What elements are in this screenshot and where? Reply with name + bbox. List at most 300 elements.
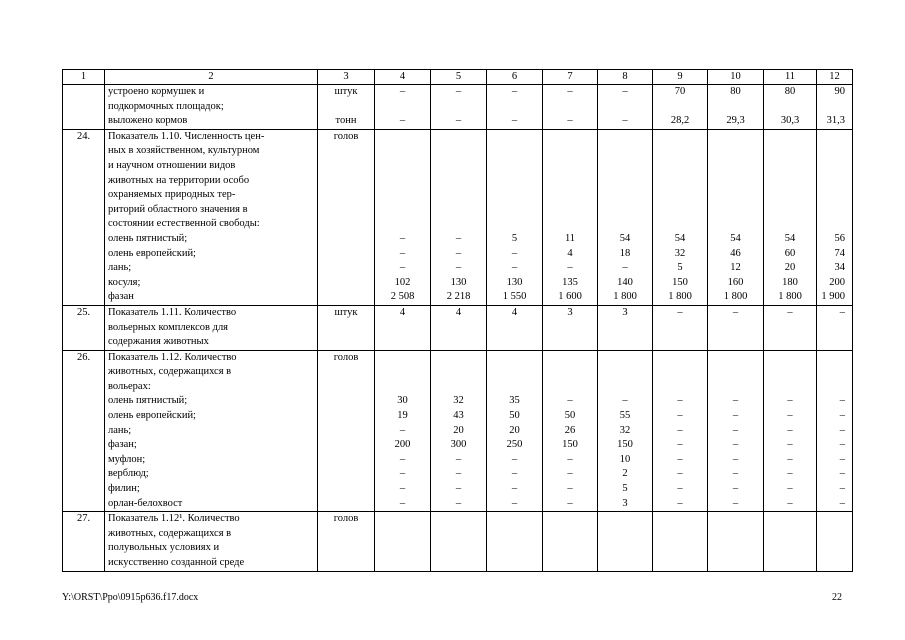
table-row [63, 85, 853, 130]
cell-line [598, 217, 652, 232]
cell-line: 4 [511, 306, 518, 318]
cell-line: 50 [564, 410, 576, 422]
cell-line: 10 [619, 453, 631, 465]
cell-line: – [677, 395, 683, 407]
cell-line: – [399, 483, 406, 495]
cell-line: 26 [564, 424, 576, 436]
cell-line: – [732, 483, 739, 495]
value-year-8 [598, 512, 653, 571]
cell-line: – [787, 306, 793, 318]
cell-line [598, 188, 652, 203]
cell-line: 1 800 [723, 291, 748, 303]
cell-line: орлан-белохвост [108, 497, 183, 509]
cell-line [543, 351, 597, 366]
unit-cell [318, 350, 375, 512]
cell-line [375, 351, 430, 366]
cell-line: – [732, 410, 739, 422]
unit-cell [318, 85, 375, 130]
cell-line [817, 144, 845, 159]
cell-line: 20 [784, 262, 796, 274]
row-number: 27. [63, 512, 105, 571]
cell-line [431, 188, 486, 203]
value-year-11 [764, 129, 817, 305]
cell-line: 5 [677, 262, 683, 274]
cell-line [543, 174, 597, 189]
cell-line [708, 203, 763, 218]
cell-line: Показатель 1.12. Количество [108, 351, 237, 363]
column-number-4: 4 [375, 70, 431, 85]
cell-line [487, 203, 542, 218]
column-number-row [63, 70, 853, 85]
cell-line: – [399, 468, 406, 480]
cell-line: 180 [782, 276, 798, 288]
value-year-7 [543, 85, 598, 130]
cell-line: 30,3 [780, 115, 800, 127]
value-year-10 [708, 350, 764, 512]
cell-line: голов [333, 513, 359, 525]
value-year-6 [487, 85, 543, 130]
cell-line [431, 174, 486, 189]
cell-line: филин; [108, 483, 140, 495]
cell-line: 50 [509, 410, 520, 422]
value-year-7 [543, 129, 598, 305]
cell-line: 250 [506, 439, 523, 451]
cell-line: – [399, 115, 406, 127]
cell-line [708, 188, 763, 203]
cell-line [817, 100, 845, 115]
value-year-12 [817, 512, 853, 571]
cell-line [764, 100, 816, 115]
cell-line [598, 174, 652, 189]
cell-line [487, 351, 542, 366]
cell-line: фазан; [108, 439, 137, 451]
cell-line [487, 188, 542, 203]
cell-line: 5 [511, 232, 518, 244]
cell-line: – [399, 232, 406, 244]
cell-line: 18 [619, 247, 631, 259]
cell-line [653, 130, 707, 145]
cell-line: – [567, 115, 573, 127]
value-year-11 [764, 512, 817, 571]
cell-line: – [839, 410, 845, 422]
cell-line [375, 365, 430, 380]
cell-line [375, 203, 430, 218]
cell-line: – [787, 497, 793, 509]
cell-line: – [455, 115, 462, 127]
cell-line: – [732, 439, 739, 451]
cell-line: – [677, 453, 683, 465]
cell-line [487, 174, 542, 189]
cell-line: – [732, 468, 739, 480]
cell-line: олень европейский; [108, 247, 196, 259]
cell-line: 30 [397, 395, 408, 407]
cell-line: содержания животных [108, 336, 209, 348]
cell-line: тонн [335, 115, 357, 127]
cell-line [653, 217, 707, 232]
cell-line [543, 512, 597, 527]
cell-line [431, 365, 486, 380]
cell-line: верблюд; [108, 468, 149, 480]
cell-line: 80 [784, 86, 796, 97]
cell-line [598, 100, 652, 115]
row-number: 25. [63, 305, 105, 350]
cell-line [318, 100, 374, 115]
cell-line: 12 [730, 262, 741, 274]
cell-line [543, 159, 597, 174]
cell-line [764, 188, 816, 203]
value-year-6 [487, 129, 543, 305]
cell-line: 1 800 [668, 291, 692, 303]
cell-line: 150 [617, 439, 633, 451]
unit-cell [318, 129, 375, 305]
cell-line: 55 [619, 410, 631, 422]
cell-line [598, 130, 652, 145]
cell-line: 150 [562, 439, 578, 451]
cell-line: – [677, 424, 683, 436]
cell-line: – [839, 395, 845, 407]
column-number-3: 3 [318, 70, 375, 85]
column-number-5: 5 [431, 70, 487, 85]
cell-line: – [677, 439, 683, 451]
cell-line: 70 [674, 86, 686, 97]
cell-line [817, 203, 845, 218]
value-year-5 [431, 512, 487, 571]
cell-line: вольерных комплексов для [108, 321, 229, 333]
cell-line [487, 512, 542, 527]
column-number-2: 2 [105, 70, 318, 85]
cell-line: – [787, 395, 793, 407]
cell-line: 32 [619, 424, 631, 436]
value-year-7 [543, 305, 598, 350]
cell-line [375, 188, 430, 203]
cell-line [817, 130, 845, 145]
value-year-12 [817, 305, 853, 350]
cell-line [708, 174, 763, 189]
cell-line: 2 [622, 468, 628, 480]
cell-line: – [677, 306, 683, 318]
cell-line: 11 [564, 232, 576, 244]
cell-line: 19 [397, 410, 408, 422]
cell-line [543, 380, 597, 395]
table-row [63, 512, 853, 571]
cell-line: – [399, 497, 406, 509]
cell-line: – [399, 247, 406, 259]
cell-line [543, 217, 597, 232]
cell-line [817, 380, 845, 395]
indicator-table [62, 69, 853, 572]
cell-line: 32 [674, 247, 686, 259]
cell-line: олень пятнистый; [108, 232, 188, 244]
cell-line: – [839, 439, 845, 451]
value-year-6 [487, 512, 543, 571]
cell-line: муфлон; [108, 453, 146, 465]
cell-line [764, 203, 816, 218]
cell-line: – [622, 262, 628, 274]
cell-line [375, 512, 430, 527]
cell-line [598, 512, 652, 527]
cell-line: ных в хозяйственном, культурном [108, 145, 260, 157]
cell-line: – [839, 468, 845, 480]
cell-line: 160 [727, 276, 744, 288]
cell-line: риторий областного значения в [108, 203, 248, 215]
cell-line [375, 130, 430, 145]
cell-line: косуля; [108, 276, 141, 288]
cell-line: 20 [453, 424, 464, 436]
cell-line: – [455, 247, 462, 259]
cell-line: 28,2 [670, 115, 690, 127]
cell-line: животных на территории особо [108, 174, 250, 186]
cell-line [598, 144, 652, 159]
cell-line [817, 174, 845, 189]
value-year-8 [598, 305, 653, 350]
cell-line: – [567, 483, 573, 495]
cell-line: 54 [674, 232, 686, 244]
cell-line: штук [334, 306, 358, 318]
cell-line: 4 [399, 306, 406, 318]
cell-line: – [567, 453, 573, 465]
cell-line: 1 600 [558, 291, 582, 303]
cell-line [543, 365, 597, 380]
cell-line: лань; [108, 424, 132, 436]
row-number: 24. [63, 129, 105, 305]
cell-line [764, 130, 816, 145]
cell-line: – [787, 439, 793, 451]
cell-line: – [732, 453, 739, 465]
column-number-12: 12 [817, 70, 853, 85]
cell-line: 1 800 [613, 291, 637, 303]
cell-line: – [455, 483, 462, 495]
cell-line: – [511, 86, 518, 97]
cell-line [653, 188, 707, 203]
cell-line [653, 380, 707, 395]
value-year-9 [653, 305, 708, 350]
cell-line: выложено кормов [108, 115, 188, 127]
cell-line: состоянии естественной свободы: [108, 218, 260, 230]
cell-line: 43 [453, 410, 464, 422]
value-year-9 [653, 85, 708, 130]
cell-line [598, 159, 652, 174]
cell-line: – [455, 86, 462, 97]
cell-line [708, 217, 763, 232]
cell-line [487, 365, 542, 380]
value-year-12 [817, 85, 853, 130]
cell-line: 54 [784, 232, 796, 244]
value-year-4 [375, 85, 431, 130]
cell-line: – [732, 395, 739, 407]
cell-line [653, 144, 707, 159]
cell-line: – [839, 424, 845, 436]
cell-line: 3 [622, 306, 628, 318]
table-row [63, 350, 853, 512]
cell-line: полувольных условиях и [108, 542, 220, 554]
cell-line: 3 [622, 497, 628, 509]
cell-line: 2 508 [390, 291, 415, 303]
cell-line [817, 188, 845, 203]
cell-line: 135 [562, 276, 578, 288]
cell-line: – [839, 483, 845, 495]
table-row [63, 129, 853, 305]
cell-line: олень европейский; [108, 410, 196, 422]
value-year-10 [708, 512, 764, 571]
cell-line: 46 [730, 247, 741, 259]
cell-line [487, 144, 542, 159]
cell-line [375, 144, 430, 159]
cell-line: – [455, 497, 462, 509]
cell-line: 4 [567, 247, 573, 259]
column-number-1: 1 [63, 70, 105, 85]
cell-line: 300 [450, 439, 467, 451]
value-year-10 [708, 129, 764, 305]
cell-line [375, 159, 430, 174]
cell-line: 31,3 [826, 115, 845, 127]
cell-line: фазан [108, 291, 134, 303]
cell-line [598, 365, 652, 380]
page-number: 22 [832, 592, 842, 603]
cell-line [431, 351, 486, 366]
cell-line [431, 159, 486, 174]
cell-line: 35 [509, 395, 520, 407]
cell-line: подкормочных площадок; [108, 100, 224, 112]
unit-cell [318, 512, 375, 571]
cell-line [653, 203, 707, 218]
cell-line: – [567, 468, 573, 480]
cell-line: 20 [509, 424, 520, 436]
table-row [63, 305, 853, 350]
cell-line [375, 380, 430, 395]
cell-line [431, 380, 486, 395]
cell-line: устроено кормушек и [108, 86, 205, 97]
cell-line: – [399, 453, 406, 465]
cell-line: охраняемых природных тер- [108, 189, 236, 201]
value-year-12 [817, 350, 853, 512]
value-year-12 [817, 129, 853, 305]
cell-line: 1 900 [821, 291, 845, 303]
cell-line: – [677, 483, 683, 495]
cell-line [764, 144, 816, 159]
indicator-description [105, 305, 318, 350]
cell-line: штук [334, 86, 358, 97]
value-year-9 [653, 512, 708, 571]
cell-line [487, 100, 542, 115]
value-year-10 [708, 85, 764, 130]
cell-line [708, 380, 763, 395]
cell-line [653, 174, 707, 189]
unit-cell [318, 305, 375, 350]
value-year-11 [764, 350, 817, 512]
cell-line: олень пятнистый; [108, 395, 188, 407]
cell-line [543, 100, 597, 115]
cell-line: – [622, 395, 628, 407]
cell-line [764, 380, 816, 395]
cell-line [764, 512, 816, 527]
cell-line [708, 365, 763, 380]
cell-line: искусственно созданной среде [108, 557, 245, 568]
cell-line: Показатель 1.10. Численность цен- [108, 130, 265, 142]
value-year-4 [375, 129, 431, 305]
cell-line [653, 512, 707, 527]
cell-line [817, 217, 845, 232]
cell-line: – [787, 453, 793, 465]
value-year-8 [598, 129, 653, 305]
cell-line [708, 144, 763, 159]
cell-line: 140 [617, 276, 633, 288]
cell-line: – [455, 468, 462, 480]
cell-line [487, 217, 542, 232]
cell-line: – [787, 468, 793, 480]
column-number-7: 7 [543, 70, 598, 85]
cell-line: – [511, 497, 518, 509]
value-year-8 [598, 85, 653, 130]
indicator-description [105, 350, 318, 512]
cell-line: и научном отношении видов [108, 159, 236, 171]
value-year-6 [487, 305, 543, 350]
cell-line: – [511, 262, 518, 274]
cell-line [817, 365, 845, 380]
cell-line: – [839, 306, 845, 318]
cell-line [598, 351, 652, 366]
cell-line: 74 [834, 247, 845, 259]
cell-line: – [455, 453, 462, 465]
cell-line: 32 [453, 395, 464, 407]
value-year-9 [653, 129, 708, 305]
cell-line [764, 351, 816, 366]
cell-line: – [567, 395, 573, 407]
cell-line: – [787, 483, 793, 495]
cell-line: лань; [108, 262, 132, 274]
cell-line: 102 [394, 276, 411, 288]
cell-line [708, 100, 763, 115]
cell-line [653, 365, 707, 380]
cell-line: Показатель 1.11. Количество [108, 306, 237, 318]
cell-line: – [399, 86, 406, 97]
cell-line [708, 512, 763, 527]
indicator-description [105, 129, 318, 305]
cell-line [431, 203, 486, 218]
value-year-5 [431, 129, 487, 305]
value-year-5 [431, 305, 487, 350]
cell-line: 56 [834, 232, 845, 244]
cell-line [764, 174, 816, 189]
cell-line [817, 159, 845, 174]
cell-line: – [677, 410, 683, 422]
cell-line: – [622, 115, 628, 127]
document-path: Y:\ORST\Ppo\0915p636.f17.docx [62, 592, 199, 603]
value-year-6 [487, 350, 543, 512]
row-number: 26. [63, 350, 105, 512]
row-number [63, 85, 105, 130]
cell-line [543, 144, 597, 159]
cell-line [375, 174, 430, 189]
cell-line: – [839, 453, 845, 465]
value-year-7 [543, 350, 598, 512]
cell-line [431, 512, 486, 527]
cell-line: голов [333, 351, 359, 363]
value-year-5 [431, 350, 487, 512]
cell-line [653, 100, 707, 115]
cell-line [487, 130, 542, 145]
cell-line [543, 130, 597, 145]
cell-line: – [839, 497, 845, 509]
cell-line: вольерах: [108, 380, 151, 392]
cell-line: – [455, 262, 462, 274]
column-number-11: 11 [764, 70, 817, 85]
cell-line: 54 [730, 232, 741, 244]
cell-line: 60 [784, 247, 796, 259]
cell-line: – [787, 424, 793, 436]
cell-line: – [455, 232, 462, 244]
cell-line: 3 [567, 306, 573, 318]
cell-line [764, 159, 816, 174]
